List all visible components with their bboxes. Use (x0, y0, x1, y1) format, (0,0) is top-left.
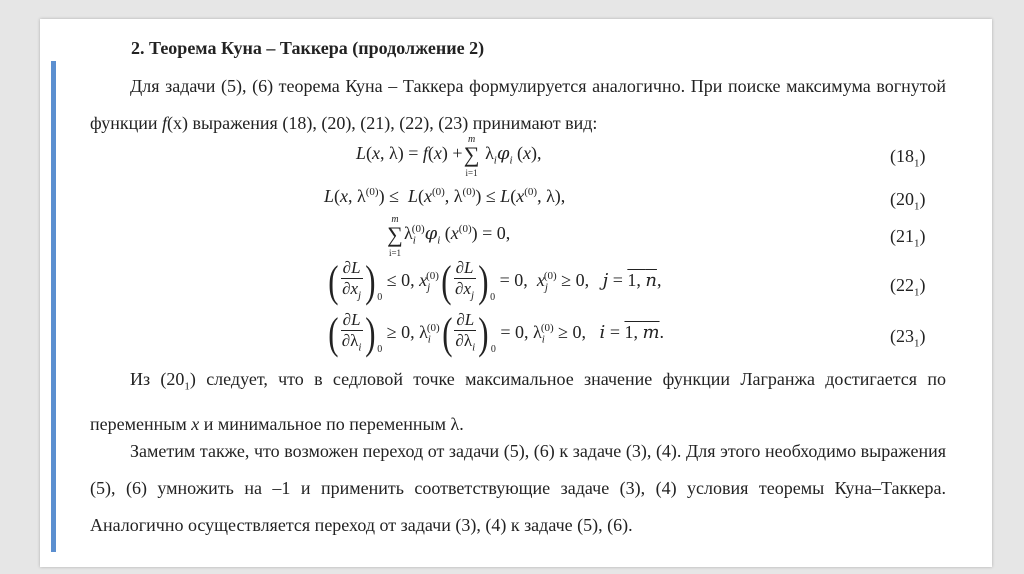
paragraph-transition: Заметим также, что возможен переход от задачи (5), (6) к задаче (3), (4). Для этого необходимо выражения (5), (6) умножить на –1 и применить соответствующие задаче (3), (4) условия теоремы Куна–Таккера. Аналогично осуществляется переход от задачи (3), (4) к задаче (5), (6). (90, 441, 946, 535)
equation-18-1: L(x, λ) = f(x) + m ∑ i=1 $\lambda_i\varphi_i$ (x), (356, 133, 542, 178)
equation-23-1: ( $\frac{\partial L}{\partial\lambda_i}$ ) $_0$ ≥ 0, $\lambda_i^{(0)}$ ( $\frac{\partial L}{\partial\lambda_i}$ ) $_0$ = 0, $\lambda_i^{(0)} \ge 0$, i = 1, m. (328, 308, 665, 358)
equation-21-1: m ∑ i=1 $\lambda_i^{(0)}\varphi_i$ $(x^{(0)}) = 0$, (387, 213, 511, 258)
equation-22-1: ( $\frac{\partial L}{\partial x_j}$ ) $_0$ ≤ 0, $x_j^{(0)}$ ( $\frac{\partial L}{\partial x_j}$ ) $_0$ = 0, $x_j^{(0)} \ge 0$, j = 1, n, (328, 256, 662, 306)
intro-paragraph: Для задачи (5), (6) теорема Куна – Таккера формулируется аналогично. При поиске максимума вогнутой функции f(x) выражения (18), (20), (21), (22), (23) принимают вид: (90, 76, 946, 133)
paragraph-saddle-point: Из $(20_1)$ следует, что в седловой точке максимальное значение функции Лагранжа достигается по переменным x и минимальное по переменным λ. (90, 369, 947, 434)
equation-number-23-1: $(23_1)$ (890, 326, 926, 350)
equation-number-21-1: $(21_1)$ (890, 226, 926, 250)
equation-number-22-1: $(22_1)$ (890, 275, 926, 299)
equation-20-1: L(x, $\lambda^{(0)}) \le L(x^{(0)}$, $\lambda^{(0)}) \le L(x^{(0)}$, λ), (324, 186, 566, 206)
equation-number-18-1: $(18_1)$ (890, 146, 926, 170)
slide-title: 2. Теорема Куна – Таккера (продолжение 2) (131, 38, 485, 58)
equation-number-20-1: $(20_1)$ (890, 189, 926, 213)
accent-bar (51, 61, 56, 552)
